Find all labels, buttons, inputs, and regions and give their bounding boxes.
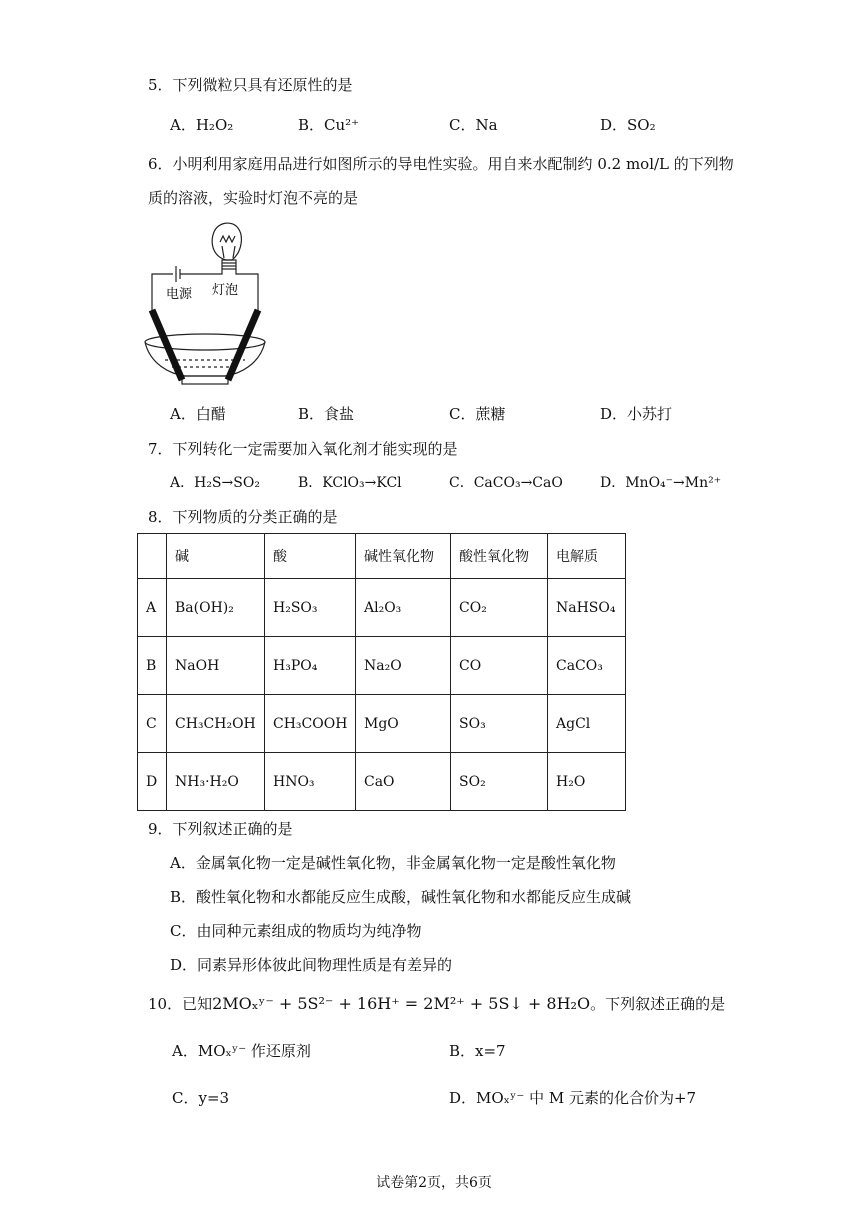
q10-stem-prefix: 10．已知 <box>148 995 213 1013</box>
table-header-cell: 电解质 <box>548 534 626 579</box>
page-footer: 试卷第2页，共6页 <box>376 1175 492 1191</box>
q10-stem <box>148 993 725 1014</box>
q7-option-d: D．MnO₄⁻→Mn²⁺ <box>600 475 722 491</box>
lightbulb-icon <box>212 223 241 269</box>
table-cell: NaOH <box>167 637 265 695</box>
table-cell: H₃PO₄ <box>265 637 356 695</box>
table-header-cell: 酸性氧化物 <box>451 534 548 579</box>
table-cell: NaHSO₄ <box>548 579 626 637</box>
q6-option-d: D．小苏打 <box>600 405 673 423</box>
q5-option-c <box>449 114 498 135</box>
q9-option-d: D．同素异形体彼此间物理性质是有差异的 <box>170 956 453 974</box>
table-cell: AgCl <box>548 695 626 753</box>
table-header-row <box>138 534 626 579</box>
table-cell: CO <box>451 637 548 695</box>
table-cell: SO₂ <box>451 753 548 811</box>
option-text: Cu²⁺ <box>324 116 360 134</box>
table-cell: B <box>138 637 167 695</box>
table-cell: MgO <box>356 695 451 753</box>
q9-stem: 9．下列叙述正确的是 <box>148 820 293 838</box>
option-letter: D． <box>600 116 628 134</box>
q9-option-b: B．酸性氧化物和水都能反应生成酸，碱性氧化物和水都能反应生成碱 <box>170 888 632 906</box>
option-text: SO₂ <box>627 116 656 134</box>
q10-option-c: C．y=3 <box>172 1089 230 1107</box>
table-cell: Na₂O <box>356 637 451 695</box>
q5-stem: 5．下列微粒只具有还原性的是 <box>148 76 353 94</box>
q6-option-a: A．白醋 <box>170 405 226 423</box>
table-cell: CH₃CH₂OH <box>167 695 265 753</box>
table-header-cell: 碱性氧化物 <box>356 534 451 579</box>
table-cell: CaO <box>356 753 451 811</box>
q7-option-a: A．H₂S→SO₂ <box>170 475 260 491</box>
table-header-cell: 酸 <box>265 534 356 579</box>
option-letter: A． <box>170 116 196 134</box>
q10-option-a: A．MOₓʸ⁻ 作还原剂 <box>172 1042 311 1060</box>
table-cell: CH₃COOH <box>265 695 356 753</box>
table-cell: Ba(OH)₂ <box>167 579 265 637</box>
option-text: Na <box>475 116 498 134</box>
table-row <box>138 695 626 753</box>
classification-table <box>137 533 626 811</box>
q10-stem-suffix: 。下列叙述正确的是 <box>590 995 726 1013</box>
q6-option-b: B．食盐 <box>298 405 355 423</box>
q5-option-b <box>298 114 359 135</box>
q5-option-d <box>600 114 656 135</box>
table-cell: H₂O <box>548 753 626 811</box>
conductivity-experiment-figure <box>140 212 275 392</box>
table-cell: CaCO₃ <box>548 637 626 695</box>
option-letter: C． <box>449 116 476 134</box>
q6-stem-line1: 6．小明利用家庭用品进行如图所示的导电性实验。用自来水配制约 0.2 mol/L 的下列物 <box>148 155 734 173</box>
q10-option-b: B．x=7 <box>449 1042 506 1060</box>
q9-option-a: A．金属氧化物一定是碱性氧化物，非金属氧化物一定是酸性氧化物 <box>170 854 616 872</box>
q7-stem: 7．下列转化一定需要加入氧化剂才能实现的是 <box>148 440 458 458</box>
option-text: H₂O₂ <box>195 116 234 134</box>
q6-stem-line2: 质的溶液，实验时灯泡不亮的是 <box>148 189 359 207</box>
bulb-label: 灯泡 <box>212 283 239 298</box>
table-cell: SO₃ <box>451 695 548 753</box>
electrodes <box>152 310 258 380</box>
q7-option-b: B．KClO₃→KCl <box>298 475 402 491</box>
q5-option-a <box>170 114 233 135</box>
q7-option-c: C．CaCO₃→CaO <box>449 475 563 491</box>
table-cell: HNO₃ <box>265 753 356 811</box>
table-cell: H₂SO₃ <box>265 579 356 637</box>
table-cell: A <box>138 579 167 637</box>
table-row <box>138 753 626 811</box>
table-row <box>138 579 626 637</box>
q10-option-d: D．MOₓʸ⁻ 中 M 元素的化合价为+7 <box>449 1089 697 1107</box>
table-cell: Al₂O₃ <box>356 579 451 637</box>
table-cell: C <box>138 695 167 753</box>
option-letter: B． <box>298 116 325 134</box>
table-row <box>138 637 626 695</box>
q6-option-c: C．蔗糖 <box>449 405 506 423</box>
table-header-cell: 碱 <box>167 534 265 579</box>
power-label: 电源 <box>166 287 193 302</box>
q9-option-c: C．由同种元素组成的物质均为纯净物 <box>170 922 422 940</box>
table-cell: CO₂ <box>451 579 548 637</box>
table-cell: D <box>138 753 167 811</box>
q10-equation: 2MOₓʸ⁻ + 5S²⁻ + 16H⁺ = 2M²⁺ + 5S↓ + 8H₂O <box>212 994 591 1013</box>
q8-stem: 8．下列物质的分类正确的是 <box>148 508 338 526</box>
table-header-cell <box>138 534 167 579</box>
table-cell: NH₃·H₂O <box>167 753 265 811</box>
